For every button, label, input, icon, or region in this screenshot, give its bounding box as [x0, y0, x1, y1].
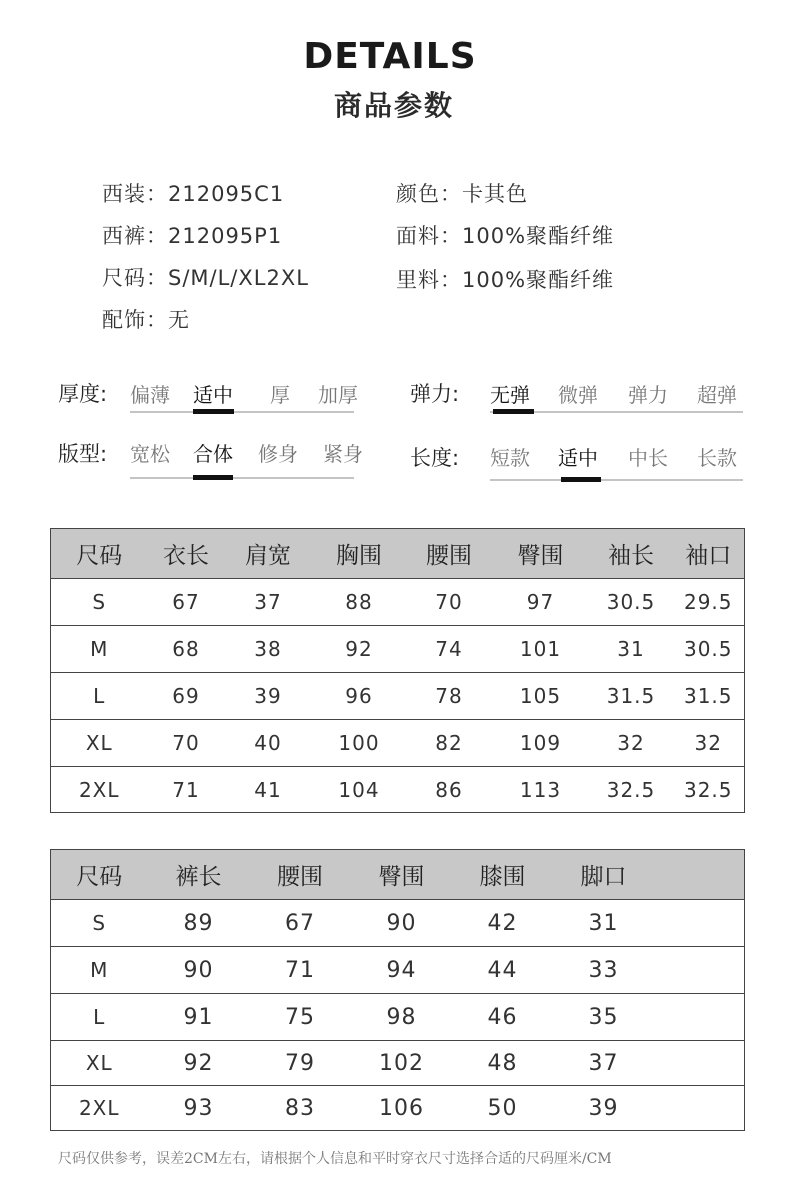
spec-label: 西裤： — [102, 224, 168, 248]
table-cell: 44 — [453, 947, 553, 994]
table-row — [51, 673, 745, 720]
attr-option: 紧身 — [323, 442, 363, 466]
table-cell: 50 — [487, 1095, 518, 1121]
table-cell: 74 — [407, 626, 492, 673]
attr-option-selected: 合体 — [193, 442, 233, 466]
attr-option: 中长 — [628, 446, 668, 470]
table-cell: 33 — [553, 947, 655, 994]
table-header-cell: 腰围 — [250, 850, 351, 900]
table-header-cell: 膝围 — [453, 850, 553, 900]
table-header-cell: 肩宽 — [225, 529, 312, 579]
table-cell: 105 — [492, 673, 590, 720]
table-cell: 109 — [492, 720, 590, 767]
spec-value: 卡其色 — [462, 182, 528, 206]
spec-value: 100%聚酯纤维 — [462, 268, 615, 292]
table-row — [51, 900, 745, 947]
table-header-cell: 尺码 — [51, 529, 148, 579]
table-cell: 90 — [351, 900, 453, 947]
spec-size — [102, 262, 309, 292]
attr-option: 超弹 — [697, 383, 737, 407]
table-cell: 93 — [183, 1095, 214, 1121]
table-cell: 71 — [250, 947, 351, 994]
attr-option-selected: 适中 — [193, 383, 233, 407]
table-cell: 86 — [435, 777, 463, 802]
table-cell: 101 — [492, 626, 590, 673]
table-row — [51, 1086, 745, 1131]
table-cell: 70 — [148, 720, 225, 767]
spec-value: S/M/L/XL2XL — [168, 266, 309, 290]
spec-accessory — [102, 304, 190, 334]
table-row — [51, 720, 745, 767]
table-header-cell: 衣长 — [148, 529, 225, 579]
table-cell: S — [51, 900, 148, 947]
pants-size-table — [50, 849, 745, 1131]
table-cell: 91 — [148, 994, 250, 1041]
attr-selected-marker — [193, 409, 234, 414]
attr-label-elasticity: 弹力: — [410, 382, 460, 406]
table-cell: 48 — [453, 1041, 553, 1086]
table-cell: 79 — [250, 1041, 351, 1086]
spec-label: 里料： — [396, 268, 462, 292]
attr-option-selected: 适中 — [558, 446, 598, 470]
table-cell: 67 — [250, 900, 351, 947]
table-cell: 2XL — [78, 1096, 120, 1120]
table-cell: 39 — [225, 673, 312, 720]
spec-lining — [396, 264, 614, 294]
table-cell: 94 — [351, 947, 453, 994]
table-cell: 71 — [172, 777, 200, 802]
table-cell-empty — [655, 1086, 745, 1131]
table-header-cell: 袖口 — [673, 529, 745, 579]
table-row — [51, 947, 745, 994]
table-row — [51, 767, 745, 813]
table-cell: 40 — [225, 720, 312, 767]
table-cell: XL — [51, 1041, 148, 1086]
table-cell: 41 — [254, 777, 282, 802]
attr-track — [490, 479, 743, 481]
table-cell-empty — [655, 994, 745, 1041]
attr-option: 偏薄 — [130, 383, 170, 407]
attr-option: 微弹 — [558, 383, 598, 407]
spec-suit — [102, 178, 284, 208]
table-header-cell — [655, 850, 745, 900]
attr-option: 弹力 — [628, 383, 668, 407]
attr-track — [130, 411, 354, 413]
table-row — [51, 626, 745, 673]
table-cell-empty — [655, 900, 745, 947]
table-cell: 88 — [312, 579, 407, 626]
table-cell: 83 — [285, 1095, 315, 1121]
table-cell: 31 — [590, 626, 673, 673]
table-header-cell: 臀围 — [492, 529, 590, 579]
table-cell: 92 — [148, 1041, 250, 1086]
table-cell: 30.5 — [673, 626, 745, 673]
table-cell: 38 — [225, 626, 312, 673]
spec-pants — [102, 220, 282, 250]
table-cell: 42 — [453, 900, 553, 947]
attr-option: 长款 — [697, 446, 737, 470]
spec-value: 无 — [168, 308, 190, 332]
table-cell: 32 — [673, 720, 745, 767]
table-header-cell: 尺码 — [51, 850, 148, 900]
table-cell: 113 — [519, 777, 562, 802]
attr-label-thickness: 厚度: — [58, 382, 108, 406]
attr-selected-marker — [561, 477, 601, 482]
table-header-cell: 臀围 — [351, 850, 453, 900]
spec-label: 面料： — [396, 224, 462, 248]
table-cell: 31.5 — [673, 673, 745, 720]
table-cell: 35 — [553, 994, 655, 1041]
spec-color — [396, 178, 528, 208]
table-header-cell: 腰围 — [407, 529, 492, 579]
table-header-row — [51, 529, 745, 579]
table-cell: 104 — [338, 777, 380, 802]
table-cell: M — [51, 626, 148, 673]
table-header-cell: 胸围 — [312, 529, 407, 579]
table-header-cell: 袖长 — [590, 529, 673, 579]
table-cell-empty — [655, 947, 745, 994]
table-cell: 32.5 — [606, 777, 656, 802]
table-cell: 68 — [148, 626, 225, 673]
table-row — [51, 579, 745, 626]
attr-label-fit: 版型: — [58, 442, 108, 466]
table-cell: 90 — [148, 947, 250, 994]
table-cell: 37 — [225, 579, 312, 626]
attr-option: 厚 — [270, 383, 290, 407]
table-cell: L — [51, 673, 148, 720]
table-cell: 2XL — [78, 777, 120, 802]
table-cell: 29.5 — [673, 579, 745, 626]
page-title-cn: 商品参数 — [333, 89, 454, 122]
table-cell: 92 — [312, 626, 407, 673]
spec-value: 212095P1 — [168, 224, 283, 248]
table-cell: 69 — [148, 673, 225, 720]
spec-label: 配饰： — [102, 308, 168, 332]
table-cell: 106 — [379, 1095, 424, 1121]
table-cell: S — [51, 579, 148, 626]
table-row — [51, 1041, 745, 1086]
table-cell: 70 — [407, 579, 492, 626]
table-cell: 75 — [250, 994, 351, 1041]
table-cell: 32 — [590, 720, 673, 767]
table-cell: 67 — [148, 579, 225, 626]
attr-selected-marker — [193, 475, 233, 480]
table-cell-empty — [655, 1041, 745, 1086]
spec-label: 尺码： — [102, 266, 168, 290]
spec-fabric — [396, 220, 614, 250]
table-cell: 31.5 — [590, 673, 673, 720]
table-cell: 96 — [312, 673, 407, 720]
table-cell: L — [51, 994, 148, 1041]
attr-track — [130, 477, 354, 479]
table-header-cell: 脚口 — [553, 850, 655, 900]
attr-option: 宽松 — [130, 442, 170, 466]
spec-value: 212095C1 — [168, 182, 285, 206]
attr-option-selected: 无弹 — [490, 383, 530, 407]
table-cell: 98 — [351, 994, 453, 1041]
table-cell: 102 — [351, 1041, 453, 1086]
spec-label: 西装： — [102, 182, 168, 206]
table-cell: 46 — [453, 994, 553, 1041]
table-cell: M — [51, 947, 148, 994]
table-cell: 89 — [148, 900, 250, 947]
attr-option: 加厚 — [318, 383, 358, 407]
spec-label: 颜色： — [396, 182, 462, 206]
spec-value: 100%聚酯纤维 — [462, 224, 615, 248]
table-cell: 39 — [588, 1095, 619, 1121]
table-header-row — [51, 850, 745, 900]
table-row — [51, 994, 745, 1041]
table-cell: 30.5 — [590, 579, 673, 626]
jacket-size-table — [50, 528, 745, 813]
table-cell: 100 — [312, 720, 407, 767]
attr-selected-marker — [493, 409, 534, 414]
table-cell: 32.5 — [683, 777, 733, 802]
table-cell: 82 — [407, 720, 492, 767]
table-cell: 37 — [553, 1041, 655, 1086]
table-cell: XL — [51, 720, 148, 767]
table-cell: 97 — [492, 579, 590, 626]
size-disclaimer: 尺码仅供参考，误差2CM左右，请根据个人信息和平时穿衣尺寸选择合适的尺码厘米/CM — [58, 1151, 612, 1167]
attr-option: 修身 — [258, 442, 298, 466]
attr-option: 短款 — [490, 446, 530, 470]
table-header-cell: 裤长 — [148, 850, 250, 900]
attr-label-length: 长度: — [410, 446, 460, 470]
table-cell: 31 — [553, 900, 655, 947]
table-cell: 78 — [407, 673, 492, 720]
page-title-en: DETAILS — [303, 36, 477, 77]
